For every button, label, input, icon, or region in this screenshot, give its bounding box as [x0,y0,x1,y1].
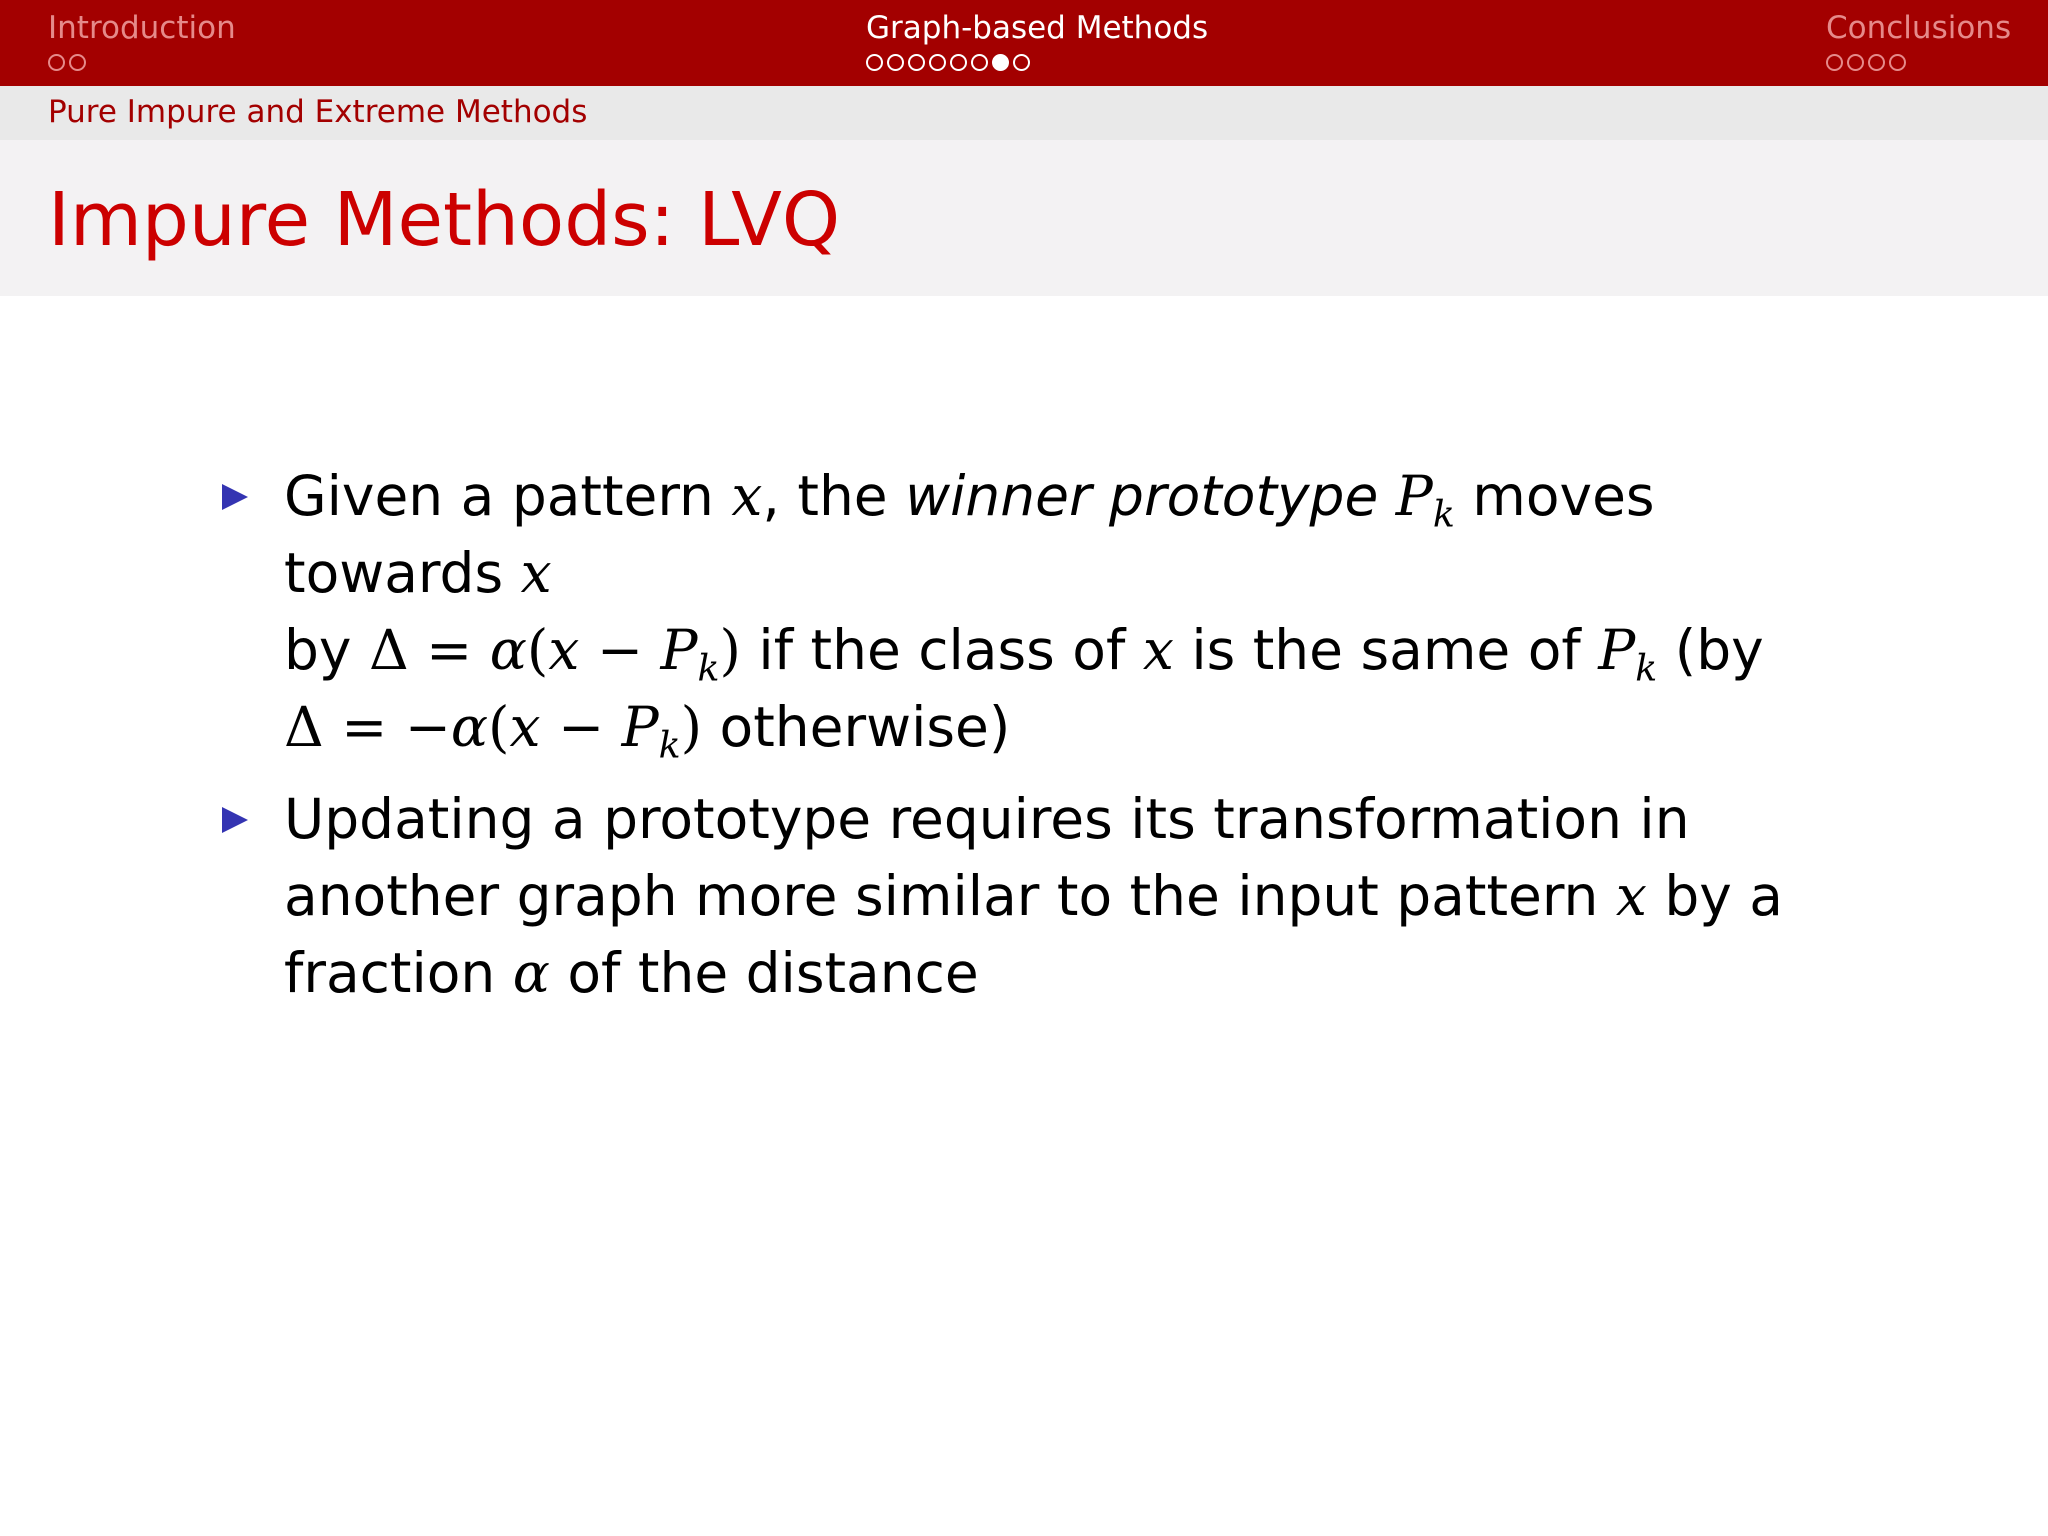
math-minus: − [404,695,451,759]
text: moves towards [284,464,1655,605]
nav-section-introduction[interactable] [48,8,236,71]
math-subscript-k: k [658,723,681,767]
triangle-bullet-icon [222,484,248,510]
text: , the [762,464,906,528]
math-subscript-k: k [1635,646,1658,690]
math-alpha: α [489,618,527,682]
math-x: x [731,464,763,528]
nav-dot[interactable] [1013,54,1030,71]
nav-dot[interactable] [929,54,946,71]
text: (by [1657,618,1764,682]
math-paren: ) [680,695,703,759]
math-x: x [1142,618,1174,682]
nav-dot[interactable] [908,54,925,71]
nav-section-graph-based-methods[interactable] [866,8,1208,71]
nav-dot[interactable] [950,54,967,71]
subsection-bar [0,86,2048,140]
bullet-item [218,458,1878,766]
nav-section-label: Graph-based Methods [866,10,1209,46]
bullet-item [218,781,1878,1012]
nav-dot[interactable] [69,54,86,71]
text: Updating a prototype requires its transformation in another graph more similar to the input pattern [284,787,1690,928]
text: Given a pattern [284,464,732,528]
math-subscript-k: k [697,646,720,690]
nav-section-label: Conclusions [1826,10,2012,46]
math-paren: ( [526,618,549,682]
frame-title: Impure Methods: LVQ [48,177,841,263]
math-x: x [520,541,552,605]
text: if the class of [740,618,1143,682]
nav-dot[interactable] [866,54,883,71]
math-alpha: α [450,695,489,759]
text [1378,464,1395,528]
triangle-bullet-icon [222,807,248,833]
nav-progress-dots [1826,54,2011,71]
nav-dot[interactable] [1889,54,1906,71]
emphasis-text: winner prototype [905,464,1379,528]
subsection-title[interactable]: Pure Impure and Extreme Methods [48,94,588,130]
math-p: P [1598,618,1636,682]
nav-dot[interactable] [887,54,904,71]
math-minus: − [540,695,622,759]
text: by a fraction [284,864,1784,1005]
nav-section-label: Introduction [48,10,236,46]
nav-dot-current[interactable] [992,54,1009,71]
math-p: P [621,695,659,759]
math-x: x [548,618,580,682]
nav-dot[interactable] [1847,54,1864,71]
math-subscript-k: k [1432,492,1455,536]
math-alpha: α [512,941,550,1005]
nav-dot[interactable] [48,54,65,71]
math-delta-equals: Δ = [284,695,405,759]
frame-title-bar [0,140,2048,296]
nav-dot[interactable] [1826,54,1843,71]
math-p: P [1395,464,1433,528]
nav-progress-dots [866,54,1208,71]
math-x: x [1615,864,1647,928]
math-paren: ) [719,618,741,682]
text: otherwise) [702,695,1011,759]
bullet-list [218,458,1878,1027]
math-p: P [660,618,698,682]
nav-dot[interactable] [1868,54,1885,71]
nav-progress-dots [48,54,236,71]
nav-section-conclusions[interactable] [1826,8,2011,71]
text: of the distance [549,941,979,1005]
navigation-bar [0,0,2048,86]
math-minus: − [579,618,661,682]
math-x: x [509,695,541,759]
text: is the same of [1173,618,1599,682]
math-delta-equals: Δ = [368,618,490,682]
math-paren: ( [488,695,510,759]
text: by [284,618,369,682]
nav-dot[interactable] [971,54,988,71]
